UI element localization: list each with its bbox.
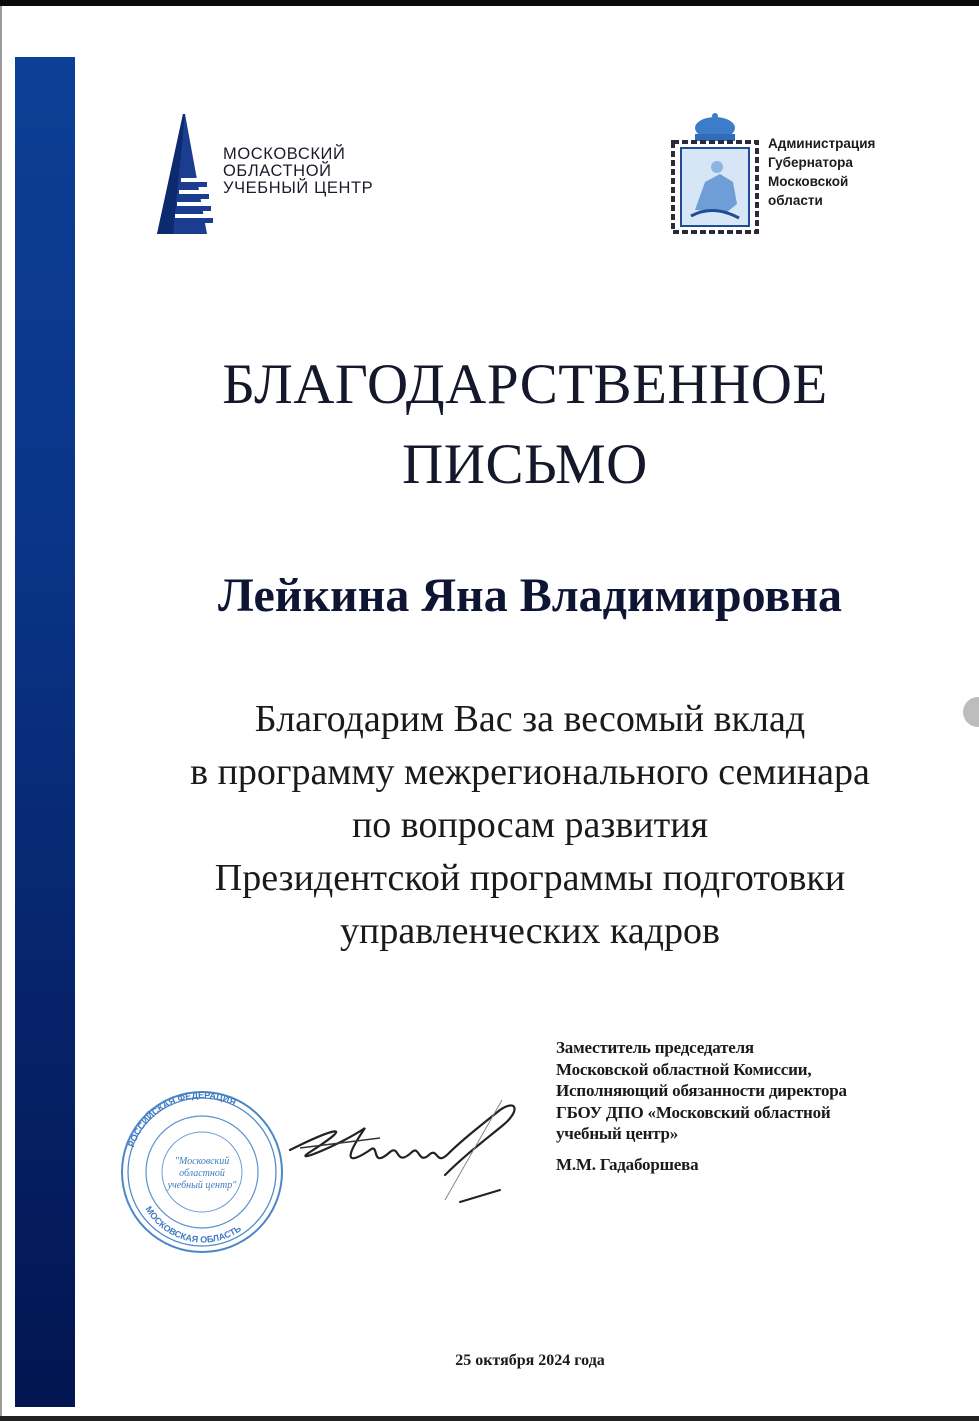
logo-right-line: Губернатора <box>768 155 853 170</box>
logo-right-line: области <box>768 193 823 208</box>
logo-governor-administration <box>665 112 955 242</box>
recipient-name: Лейкина Яна Владимировна <box>218 569 842 622</box>
decorative-blue-stripe <box>15 57 75 1407</box>
document-title-line1: БЛАГОДАРСТВЕННОЕ <box>222 353 828 416</box>
logo-right-line: Московской <box>768 174 849 189</box>
svg-text:учебный центр": учебный центр" <box>167 1180 237 1191</box>
message-line: управленческих кадров <box>340 910 720 952</box>
logo-right-text <box>768 134 875 210</box>
signer-block <box>556 1037 847 1175</box>
message-line: в программу межрегионального семинара <box>190 751 870 793</box>
message-line: по вопросам развития <box>351 804 709 846</box>
svg-text:РОССИЙСКАЯ ФЕДЕРАЦИЯ: РОССИЙСКАЯ ФЕДЕРАЦИЯ <box>125 1089 238 1149</box>
bottom-frame-bar <box>0 1416 979 1421</box>
svg-text:областной: областной <box>179 1168 225 1179</box>
signer-position-line: Исполняющий обязанности директора <box>556 1081 847 1100</box>
logo-left-text <box>223 146 373 197</box>
svg-text:МОСКОВСКАЯ ОБЛАСТЬ: МОСКОВСКАЯ ОБЛАСТЬ <box>143 1204 243 1245</box>
document-date: 25 октября 2024 года <box>455 1352 605 1369</box>
logo-left-line: УЧЕБНЫЙ ЦЕНТР <box>223 179 374 197</box>
message-line: Благодарим Вас за весомый вклад <box>254 698 806 740</box>
scroll-indicator[interactable] <box>963 697 979 727</box>
message-line: Президентской программы подготовки <box>214 857 846 899</box>
logo-left-line: ОБЛАСТНОЙ <box>223 162 332 180</box>
moscow-oblast-coat-of-arms-icon <box>665 112 765 240</box>
logo-right-line: Администрация <box>768 136 876 151</box>
signer-position-line: учебный центр» <box>556 1124 679 1143</box>
top-frame-bar <box>0 0 979 6</box>
signer-position-line: ГБОУ ДПО «Московский областной <box>556 1102 831 1122</box>
svg-text:"Московский: "Московский <box>174 1156 230 1167</box>
left-frame-edge <box>0 6 2 1416</box>
logo-left-line: МОСКОВСКИЙ <box>223 145 346 163</box>
stylized-tree-ladder-icon <box>155 112 215 240</box>
signer-position-line: Московской областной Комиссии, <box>556 1059 812 1079</box>
signer-position-line: Заместитель председателя <box>556 1038 754 1057</box>
logo-moscow-regional-training-center <box>155 112 415 242</box>
handwritten-signature <box>270 1090 540 1220</box>
signature-icon <box>270 1090 540 1220</box>
document-title-line2: ПИСЬМО <box>402 433 648 496</box>
signer-name: М.М. Гадаборшева <box>556 1154 699 1174</box>
thank-you-message <box>100 693 960 958</box>
